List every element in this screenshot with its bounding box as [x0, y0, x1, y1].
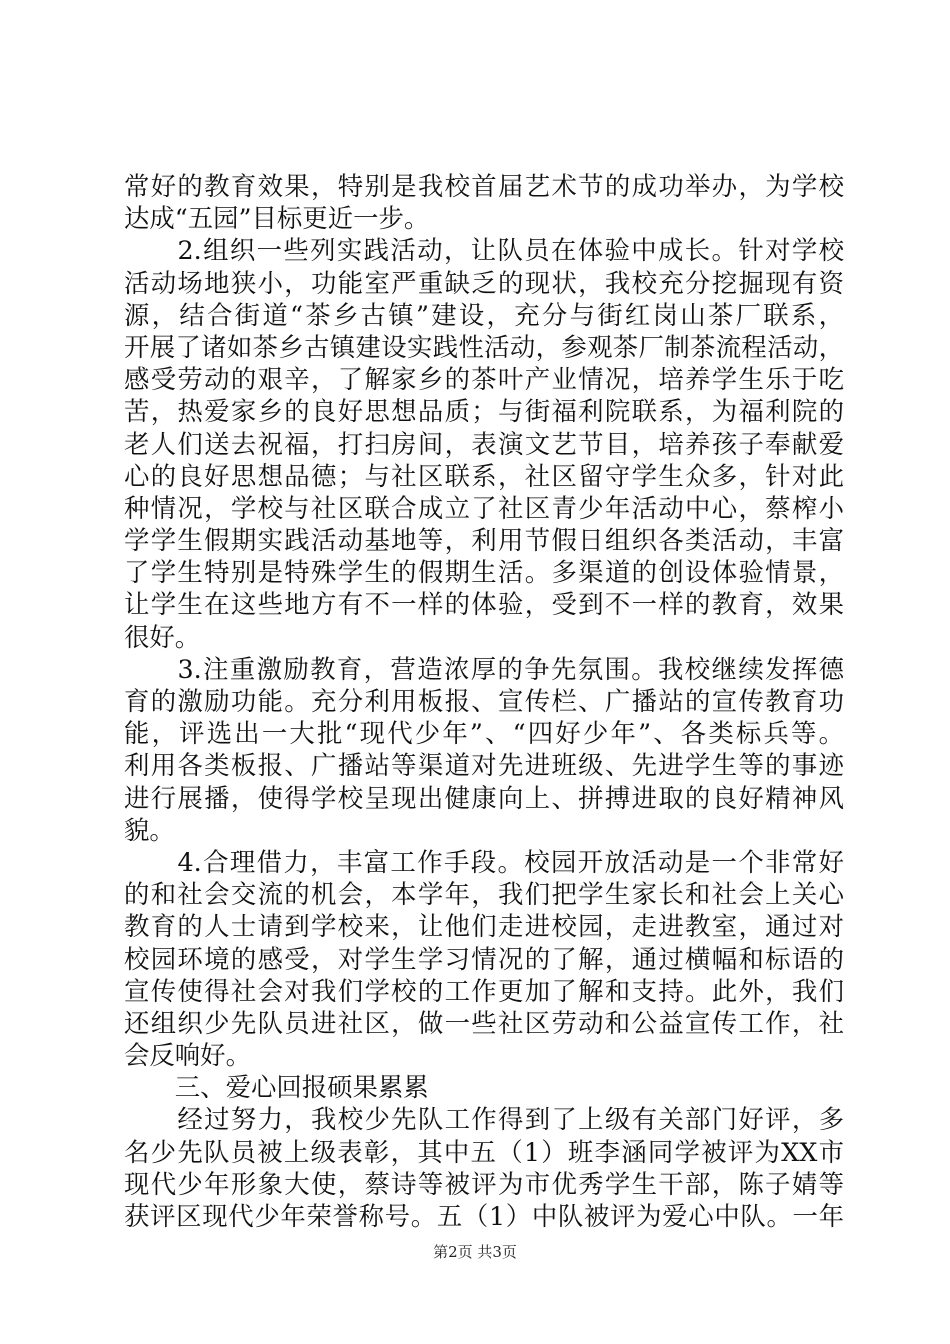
text-line: 很好。 [124, 621, 201, 652]
text-line: 的和社会交流的机会，本学年，我们把学生家长和社会上关心 [124, 879, 844, 910]
text-line: 种情况，学校与社区联合成立了社区青少年活动中心，蔡榨小 [124, 492, 844, 523]
text-line: 利用各类板报、广播站等渠道对先进班级、先进学生等的事迹 [124, 750, 844, 781]
text-line: 4.合理借力，丰富工作手段。校园开放活动是一个非常好 [124, 846, 844, 877]
text-line: 2.组织一些列实践活动，让队员在体验中成长。针对学校 [124, 235, 844, 266]
text-line: 名少先队员被上级表彰，其中五（1）班李涵同学被评为XX市 [124, 1136, 844, 1167]
text-line: 达成“五园”目标更近一步。 [124, 203, 430, 234]
text-line: 宣传使得社会对我们学校的工作更加了解和支持。此外，我们 [124, 975, 844, 1006]
text-line: 能，评选出一大批“现代少年”、“四好少年”、各类标兵等。 [124, 718, 844, 749]
text-line: 让学生在这些地方有不一样的体验，受到不一样的教育，效果 [124, 589, 844, 620]
text-line: 常好的教育效果，特别是我校首届艺术节的成功举办，为学校 [124, 171, 844, 201]
text-line: 还组织少先队员进社区，做一些社区劳动和公益宣传工作，社 [124, 1007, 844, 1038]
text-line: 进行展播，使得学校呈现出健康向上、拼搏进取的良好精神风 [124, 782, 844, 813]
text-line: 育的激励功能。充分利用板报、宣传栏、广播站的宣传教育功 [124, 686, 844, 716]
section-heading: 三、爱心回报硕果累累 [124, 1072, 429, 1103]
text-line: 校园环境的感受，对学生学习情况的了解，通过横幅和标语的 [124, 943, 844, 974]
text-line: 心的良好思想品德；与社区联系，社区留守学生众多，针对此 [124, 460, 844, 491]
text-line: 老人们送去祝福，打扫房间，表演文艺节目，培养孩子奉献爱 [124, 428, 844, 459]
text-line: 感受劳动的艰辛，了解家乡的茶叶产业情况，培养学生乐于吃 [124, 364, 844, 395]
text-line: 教育的人士请到学校来，让他们走进校园，走进教室，通过对 [124, 911, 844, 942]
text-line: 经过努力，我校少先队工作得到了上级有关部门好评，多 [124, 1104, 844, 1135]
text-line: 源，结合街道“茶乡古镇”建设，充分与街红岗山茶厂联系， [124, 299, 844, 330]
text-line: 3.注重激励教育，营造浓厚的争先氛围。我校继续发挥德 [124, 653, 844, 684]
text-line: 现代少年形象大使，蔡诗等被评为市优秀学生干部，陈子婧等 [124, 1168, 844, 1199]
text-line: 会反响好。 [124, 1040, 251, 1071]
text-line: 开展了诸如茶乡古镇建设实践性活动，参观茶厂制茶流程活动， [124, 331, 844, 362]
text-line: 活动场地狭小，功能室严重缺乏的现状，我校充分挖掘现有资 [124, 267, 844, 298]
text-line: 学学生假期实践活动基地等，利用节假日组织各类活动，丰富 [124, 525, 844, 556]
text-line: 了学生特别是特殊学生的假期生活。多渠道的创设体验情景， [124, 557, 844, 588]
text-line: 貌。 [124, 814, 175, 845]
page-number-footer: 第2页 共3页 [433, 1243, 517, 1261]
text-line: 苦，热爱家乡的良好思想品质；与街福利院联系，为福利院的 [124, 396, 844, 427]
document-body [124, 170, 844, 1232]
text-line: 获评区现代少年荣誉称号。五（1）中队被评为爱心中队。一年 [124, 1201, 844, 1231]
